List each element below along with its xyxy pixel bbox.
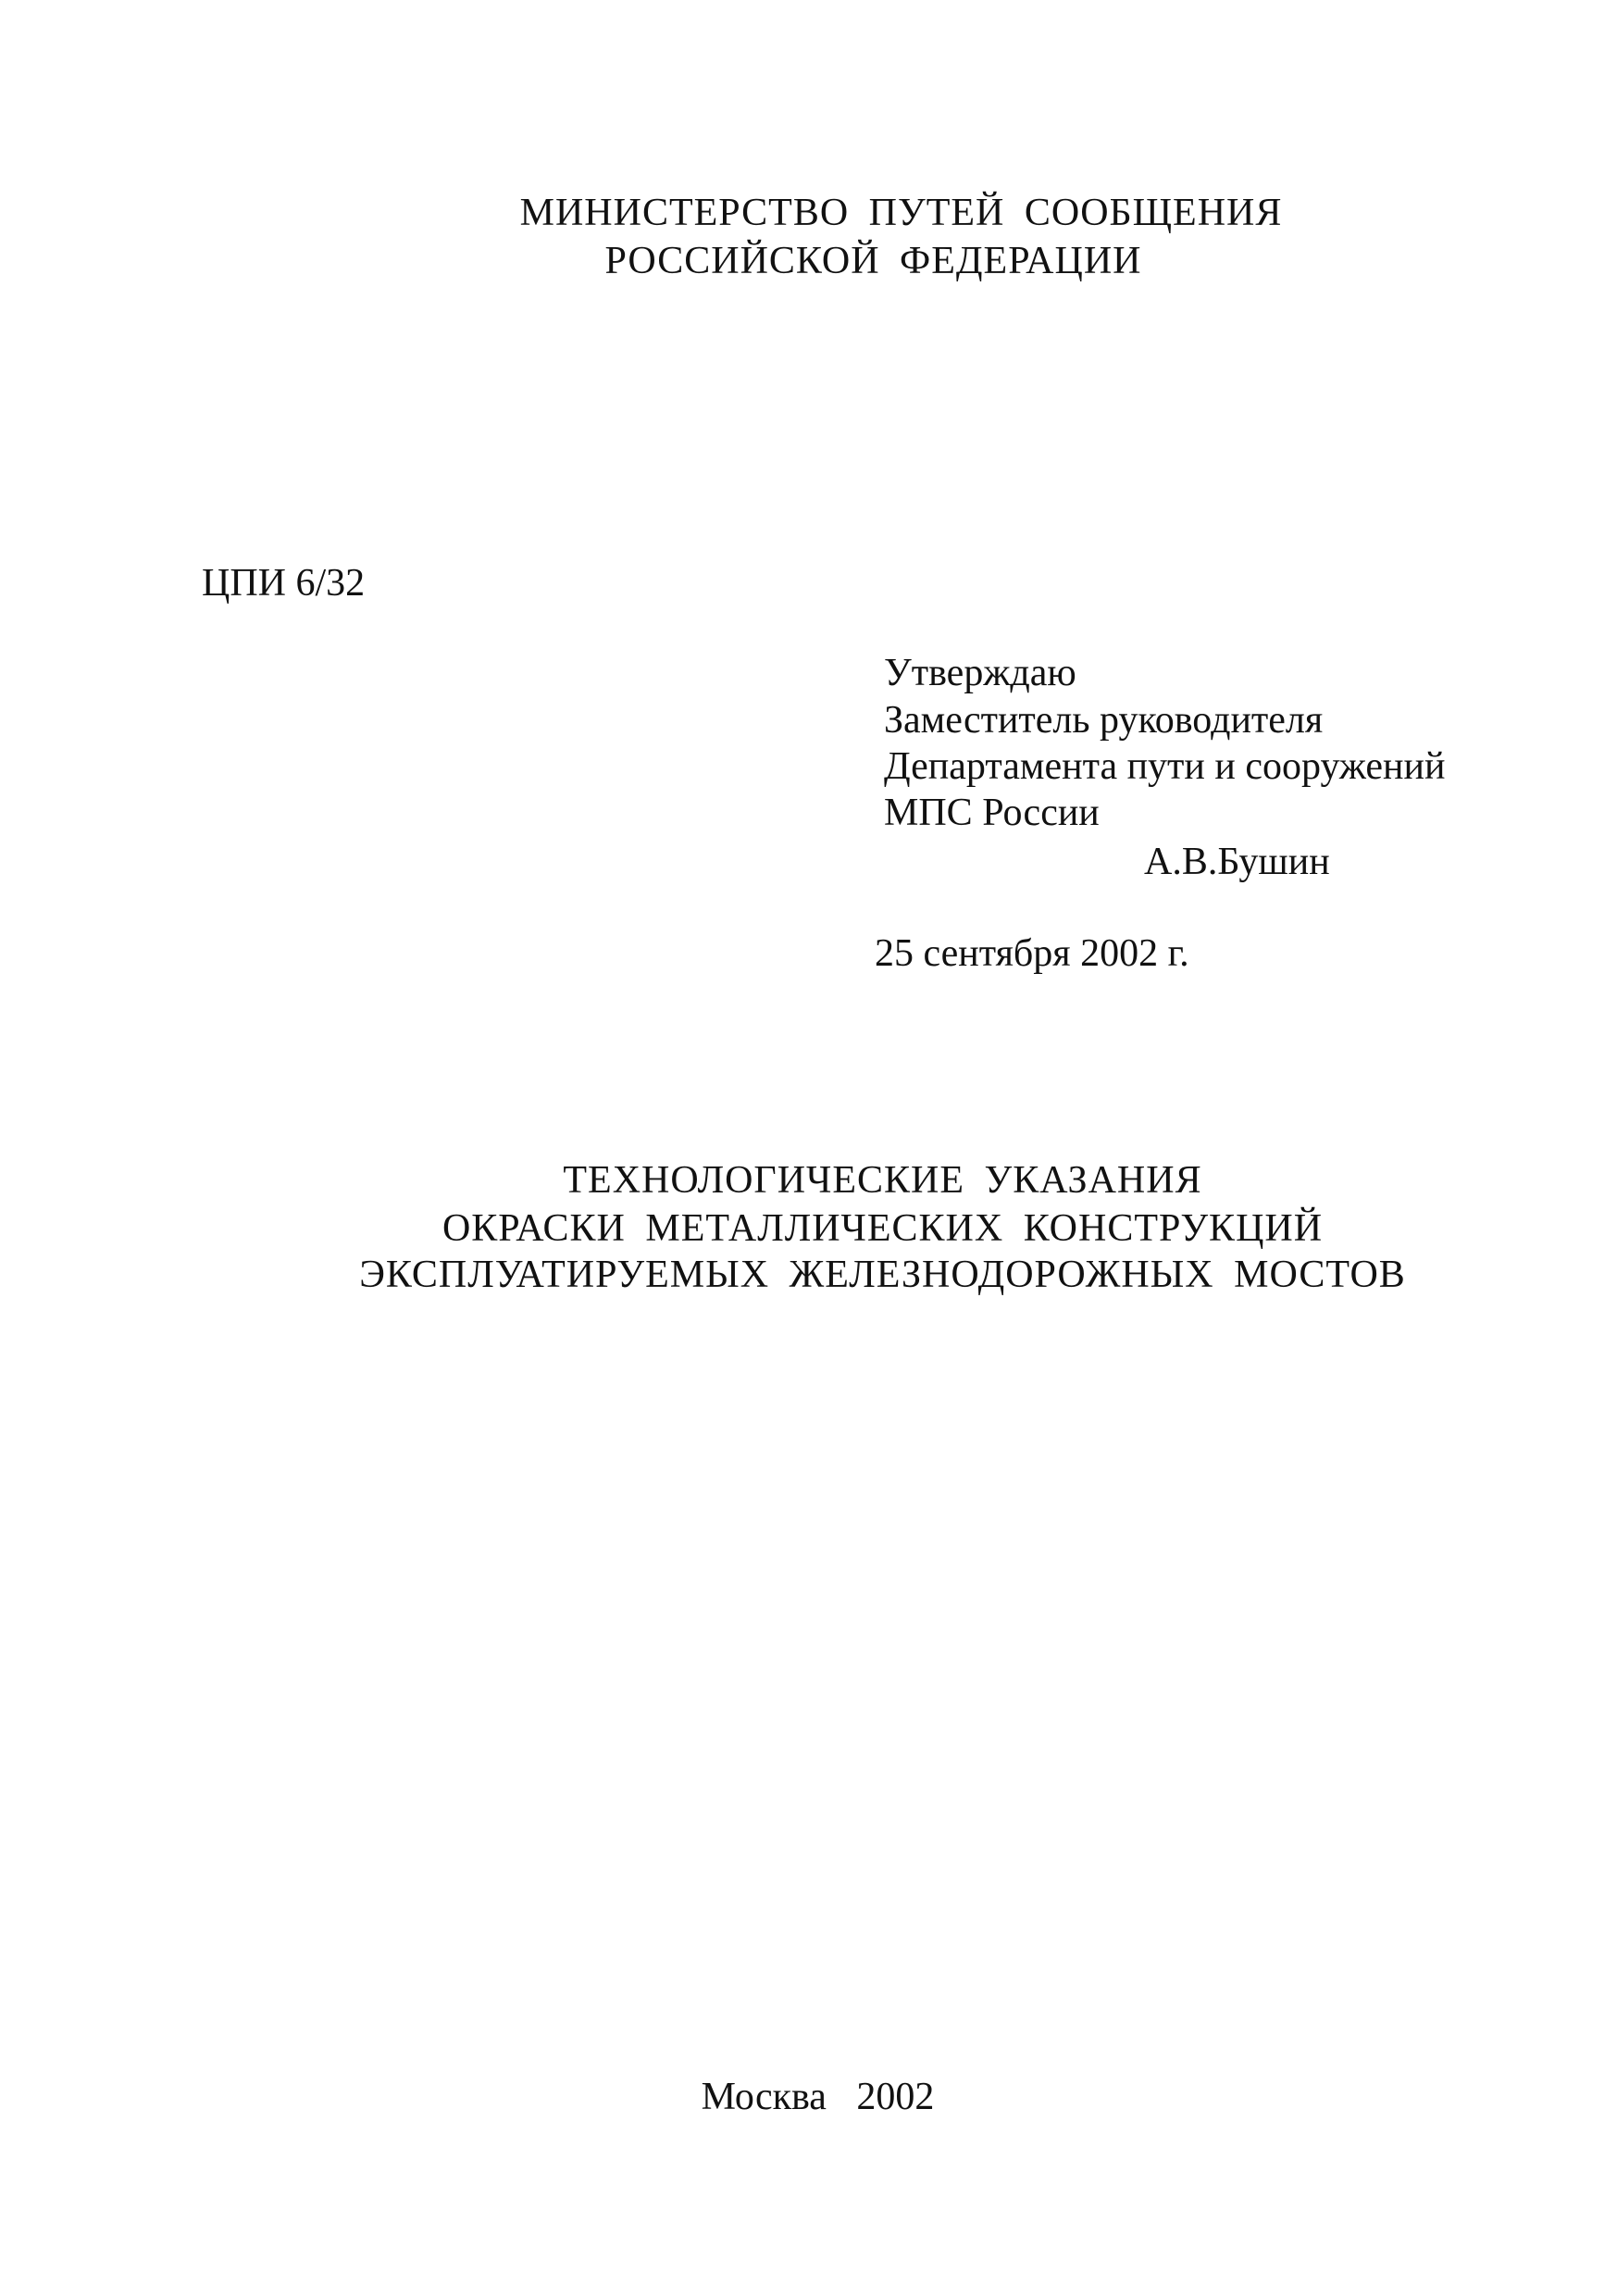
approval-line-approve: Утверждаю	[884, 652, 1076, 694]
document-title-line-1: ТЕХНОЛОГИЧЕСКИЕ УКАЗАНИЯ	[563, 1159, 1202, 1202]
approval-line-position: Заместитель руководителя	[884, 699, 1324, 742]
document-title-line-2: ОКРАСКИ МЕТАЛЛИЧЕСКИХ КОНСТРУКЦИЙ	[442, 1207, 1324, 1250]
document-code: ЦПИ 6/32	[202, 562, 366, 605]
approval-signatory: А.В.Бушин	[1144, 841, 1330, 883]
ministry-name-line-2: РОССИЙСКОЙ ФЕДЕРАЦИИ	[604, 240, 1142, 282]
ministry-name-line-1: МИНИСТЕРСТВО ПУТЕЙ СООБЩЕНИЯ	[519, 192, 1283, 234]
approval-line-ministry: МПС России	[884, 792, 1100, 834]
approval-date: 25 сентября 2002 г.	[875, 932, 1189, 975]
place-and-year: Москва 2002	[701, 2076, 935, 2118]
document-title-line-3: ЭКСПЛУАТИРУЕМЫХ ЖЕЛЕЗНОДОРОЖНЫХ МОСТОВ	[359, 1254, 1406, 1296]
approval-line-department: Департамента пути и сооружений	[884, 745, 1446, 788]
